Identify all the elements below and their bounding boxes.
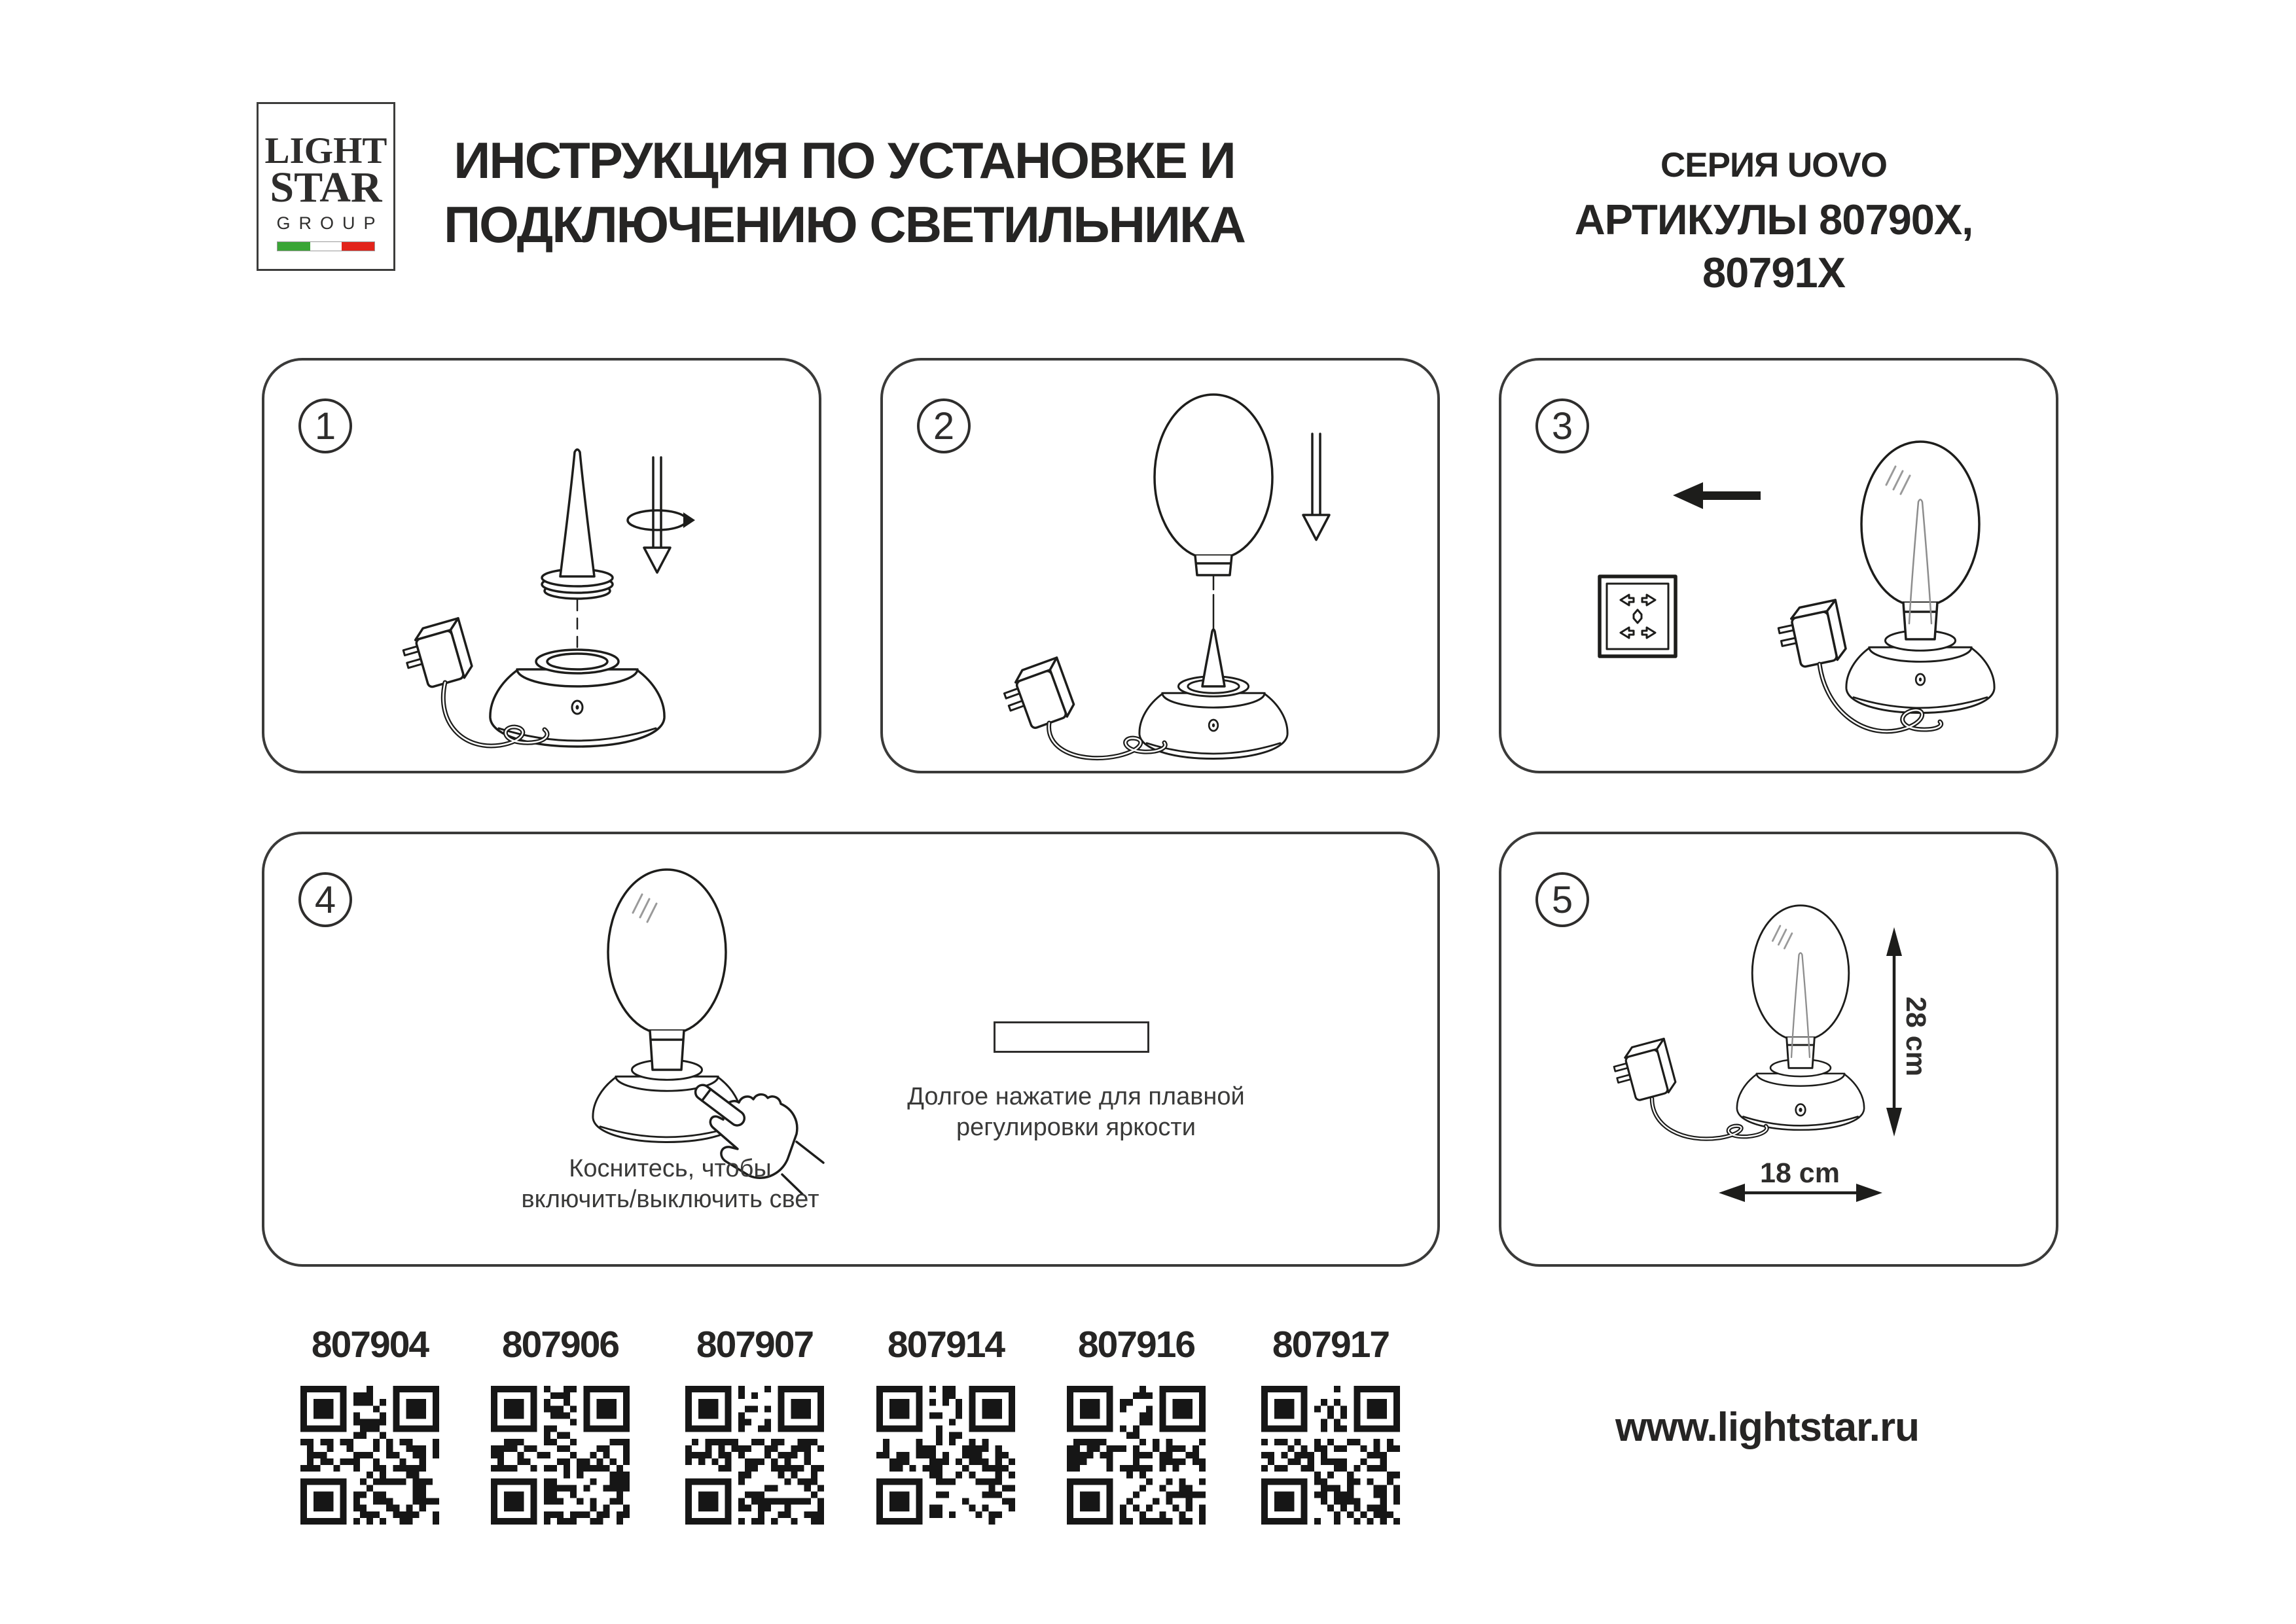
- step-number-badge: 3: [1535, 398, 1589, 453]
- article-number: 807914: [887, 1324, 1005, 1366]
- page-title: [419, 128, 1270, 257]
- step-number-badge: 4: [298, 872, 352, 927]
- lamp-base: [490, 650, 664, 747]
- glass-shade: [608, 870, 726, 1070]
- qr-code: [300, 1386, 439, 1525]
- longpress-caption: [906, 1082, 1246, 1143]
- italy-flag-icon: [277, 241, 375, 251]
- article-number: 807917: [1272, 1324, 1390, 1366]
- height-dimension-label: 28 cm: [1900, 997, 1931, 1076]
- step-panel-1: [262, 358, 821, 773]
- qr-code: [1067, 1386, 1206, 1525]
- lamp-base: [1737, 1059, 1864, 1130]
- glass-shade: [1155, 395, 1272, 575]
- logo-word-star: STAR: [270, 164, 382, 212]
- glass-stem-tip: [1202, 629, 1225, 686]
- longpress-caption-line1: Долгое нажатие для плавной: [907, 1083, 1245, 1110]
- article-number: 807916: [1077, 1324, 1195, 1366]
- touch-caption-line2: включить/выключить свет: [521, 1186, 819, 1214]
- step-number-badge: 5: [1535, 872, 1589, 927]
- step-number-badge: 2: [917, 398, 971, 453]
- longpress-indicator: [994, 1021, 1149, 1053]
- wall-socket: [1600, 576, 1676, 656]
- series-label: СЕРИЯ UOVO: [1660, 146, 1887, 185]
- qr-code: [685, 1386, 824, 1525]
- qr-item: [670, 1323, 840, 1525]
- power-adapter: [999, 658, 1077, 734]
- step4-diagram-touch-control: [264, 834, 1437, 1264]
- step-panel-3: [1499, 358, 2058, 773]
- lamp-base: [1846, 631, 1994, 713]
- down-arrow-icon: [1303, 434, 1329, 540]
- qr-item: [1246, 1323, 1416, 1525]
- articles-label: [1545, 194, 2003, 299]
- step-panel-2: [880, 358, 1440, 773]
- qr-item: [861, 1323, 1031, 1525]
- plug-in-arrow-icon: [1673, 482, 1761, 509]
- qr-item: [1051, 1323, 1221, 1525]
- width-dimension-label: 18 cm: [1760, 1157, 1840, 1189]
- logo-word-group: GROUP: [276, 213, 384, 234]
- article-number: 807907: [696, 1324, 814, 1366]
- logo-word-light: LIGHT: [264, 130, 387, 171]
- qr-code: [491, 1386, 630, 1525]
- step-number-badge: 1: [298, 398, 352, 453]
- article-number: 807904: [311, 1324, 429, 1366]
- touch-caption-line1: Коснитесь, чтобы: [569, 1155, 772, 1182]
- step-panel-5: [1499, 832, 2058, 1267]
- lightstar-logo: [257, 102, 395, 271]
- article-number: 807906: [501, 1324, 619, 1366]
- touch-caption: [500, 1154, 840, 1215]
- page-title-line2: ПОДКЛЮЧЕНИЮ СВЕТИЛЬНИКА: [444, 196, 1245, 254]
- longpress-caption-line2: регулировки яркости: [956, 1114, 1196, 1142]
- lamp-base: [1139, 677, 1287, 759]
- page-title-line1: ИНСТРУКЦИЯ ПО УСТАНОВКЕ И: [454, 132, 1235, 189]
- step-panel-4: [262, 832, 1440, 1267]
- power-adapter: [1610, 1039, 1677, 1104]
- qr-item: [475, 1323, 645, 1525]
- qr-code: [876, 1386, 1015, 1525]
- qr-item: [285, 1323, 455, 1525]
- articles-line2: 80791X: [1702, 248, 1846, 296]
- glass-shade: [1861, 442, 1979, 639]
- glass-shade: [1752, 906, 1849, 1068]
- qr-code: [1261, 1386, 1400, 1525]
- screw-down-arrow-icon: [628, 457, 695, 573]
- website-url: www.lightstar.ru: [1615, 1405, 1919, 1450]
- power-adapter: [1775, 600, 1848, 671]
- power-adapter: [399, 618, 475, 692]
- glass-stem: [542, 450, 613, 599]
- articles-line1: АРТИКУЛЫ 80790X,: [1574, 196, 1973, 243]
